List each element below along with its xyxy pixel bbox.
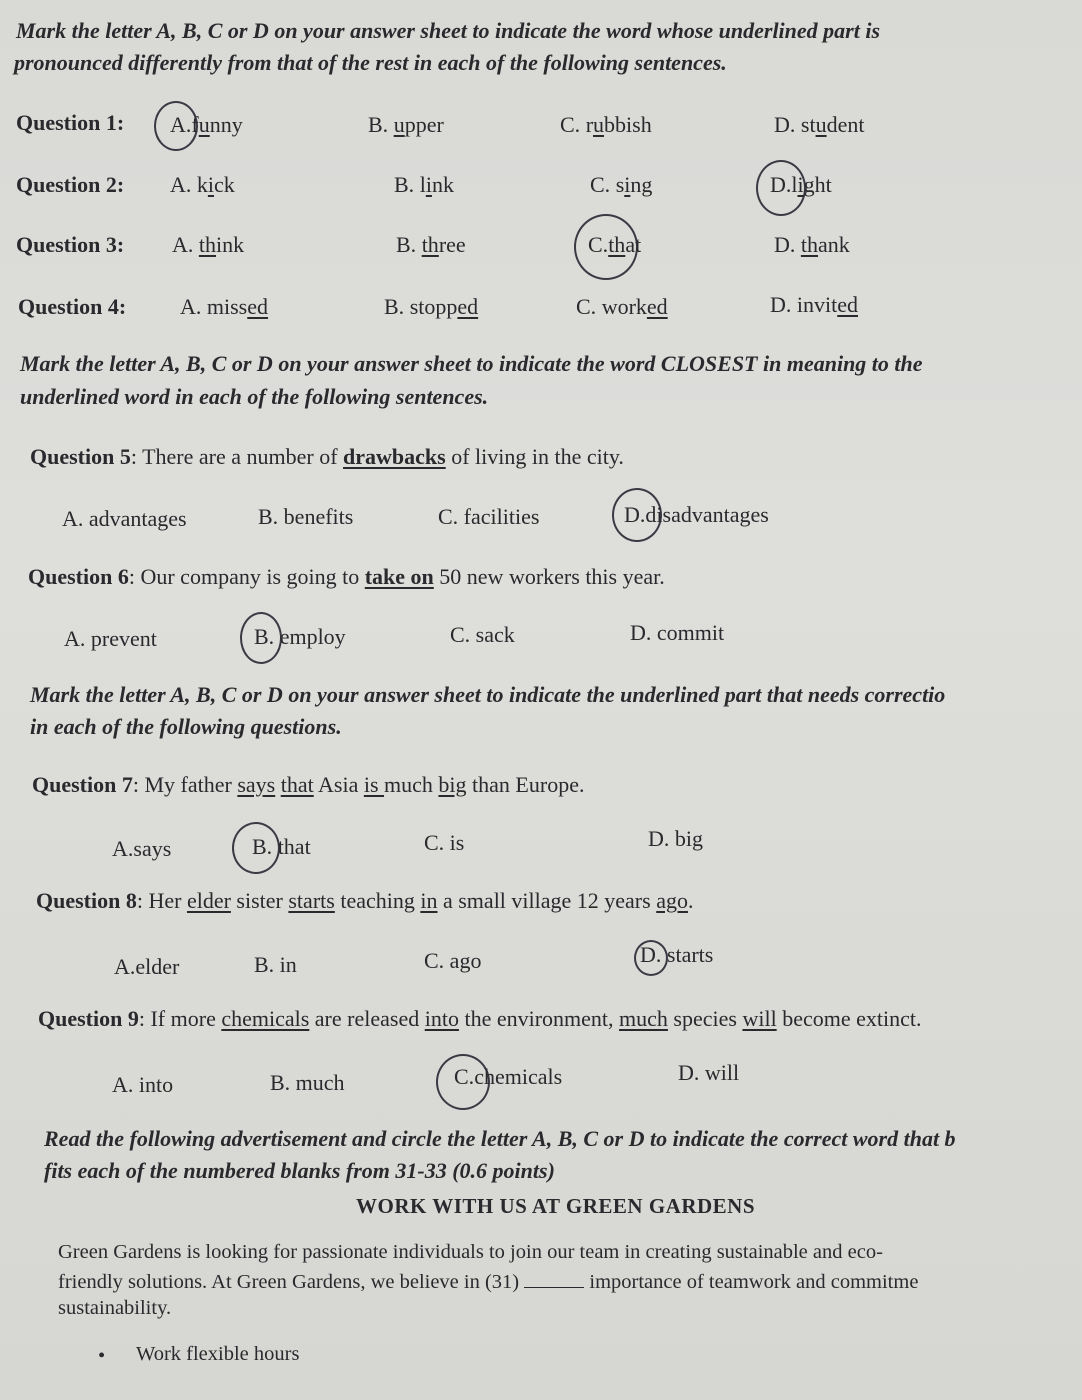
q3-option-b[interactable]: B. three bbox=[396, 232, 466, 257]
advertisement-title: WORK WITH US AT GREEN GARDENS bbox=[356, 1194, 756, 1218]
q8-option-c[interactable]: C. ago bbox=[424, 948, 482, 973]
q2-option-c[interactable]: C. sing bbox=[590, 172, 653, 197]
q1-option-d[interactable]: D. student bbox=[774, 112, 865, 137]
q9-option-b[interactable]: B. much bbox=[270, 1070, 345, 1095]
q8-option-d[interactable]: D. starts bbox=[640, 942, 714, 967]
q3-option-d[interactable]: D. thank bbox=[774, 232, 850, 257]
question-label: Question 4: bbox=[18, 294, 127, 319]
q1-option-c[interactable]: C. rubbish bbox=[560, 112, 652, 137]
question-5: Question 5: There are a number of drawbacks of living in the city. bbox=[30, 444, 624, 469]
question-6: Question 6: Our company is going to take on 50 new workers this year. bbox=[28, 564, 665, 589]
q5-option-b[interactable]: B. benefits bbox=[258, 504, 354, 529]
question-label: Question 1: bbox=[16, 110, 125, 135]
q2-option-a[interactable]: A. kick bbox=[170, 172, 235, 197]
q7-option-a[interactable]: A.says bbox=[112, 836, 172, 861]
q8-option-a[interactable]: A.elder bbox=[114, 954, 180, 979]
section1-instruction-line1: Mark the letter A, B, C or D on your answer sheet to indicate the word whose underlined part is bbox=[16, 18, 881, 43]
q1-option-b[interactable]: B. upper bbox=[368, 112, 444, 137]
q4-option-a[interactable]: A. missed bbox=[180, 294, 269, 319]
advertisement-line2: friendly solutions. At Green Gardens, we believe in (31) importance of teamwork and commitme bbox=[58, 1271, 919, 1293]
q5-option-d[interactable]: D.disadvantages bbox=[624, 502, 769, 527]
q3-option-c[interactable]: C.that bbox=[588, 232, 642, 257]
q7-option-c[interactable]: C. is bbox=[424, 830, 465, 855]
q2-option-b[interactable]: B. link bbox=[394, 172, 454, 197]
section2-instruction-line2: underlined word in each of the following sentences. bbox=[20, 384, 489, 409]
question-7: Question 7: My father says that Asia is much big than Europe. bbox=[32, 772, 585, 797]
q1-option-a[interactable]: A.funny bbox=[170, 112, 243, 137]
q5-option-a[interactable]: A. advantages bbox=[62, 506, 187, 531]
q9-option-d[interactable]: D. will bbox=[678, 1060, 740, 1085]
question-3 bbox=[16, 232, 124, 258]
q6-option-a[interactable]: A. prevent bbox=[64, 626, 157, 651]
q7-option-b[interactable]: B. that bbox=[252, 834, 311, 859]
q4-option-d[interactable]: D. invited bbox=[770, 292, 858, 317]
question-2 bbox=[16, 172, 124, 198]
advertisement-line3: sustainability. bbox=[58, 1297, 172, 1319]
bullet-dot: • bbox=[98, 1345, 106, 1367]
q6-option-d[interactable]: D. commit bbox=[630, 620, 725, 645]
question-4 bbox=[18, 294, 126, 320]
blank-31[interactable] bbox=[524, 1286, 584, 1288]
q4-option-c[interactable]: C. worked bbox=[576, 294, 668, 319]
section1-instruction-line2: pronounced differently from that of the rest in each of the following sentences. bbox=[14, 50, 727, 75]
question-label: Question 3: bbox=[16, 232, 125, 257]
section4-instruction-line2: fits each of the numbered blanks from 31-33 (0.6 points) bbox=[44, 1158, 555, 1183]
question-label: Question 2: bbox=[16, 172, 125, 197]
q8-option-b[interactable]: B. in bbox=[254, 952, 297, 977]
q6-option-b[interactable]: B. employ bbox=[254, 624, 346, 649]
advertisement-line1: Green Gardens is looking for passionate individuals to join our team in creating sustainable and eco- bbox=[58, 1241, 883, 1263]
section3-instruction-line1: Mark the letter A, B, C or D on your answer sheet to indicate the underlined part that needs correctio bbox=[30, 682, 946, 707]
q9-option-a[interactable]: A. into bbox=[112, 1072, 174, 1097]
section2-instruction-line1: Mark the letter A, B, C or D on your answer sheet to indicate the word CLOSEST in meaning to the bbox=[20, 351, 923, 376]
q4-option-b[interactable]: B. stopped bbox=[384, 294, 479, 319]
q2-option-d[interactable]: D.light bbox=[770, 172, 832, 197]
question-9: Question 9: If more chemicals are released into the environment, much species will become extinct. bbox=[38, 1006, 922, 1031]
section3-instruction-line2: in each of the following questions. bbox=[30, 714, 342, 739]
q7-option-d[interactable]: D. big bbox=[648, 826, 703, 851]
bullet-item-1: Work flexible hours bbox=[136, 1343, 300, 1365]
question-8: Question 8: Her elder sister starts teaching in a small village 12 years ago. bbox=[36, 888, 694, 913]
q5-option-c[interactable]: C. facilities bbox=[438, 504, 540, 529]
q6-option-c[interactable]: C. sack bbox=[450, 622, 515, 647]
q3-option-a[interactable]: A. think bbox=[172, 232, 245, 257]
q9-option-c[interactable]: C.chemicals bbox=[454, 1064, 563, 1089]
question-1 bbox=[16, 110, 124, 136]
section4-instruction-line1: Read the following advertisement and circle the letter A, B, C or D to indicate the correct word that b bbox=[44, 1126, 956, 1151]
